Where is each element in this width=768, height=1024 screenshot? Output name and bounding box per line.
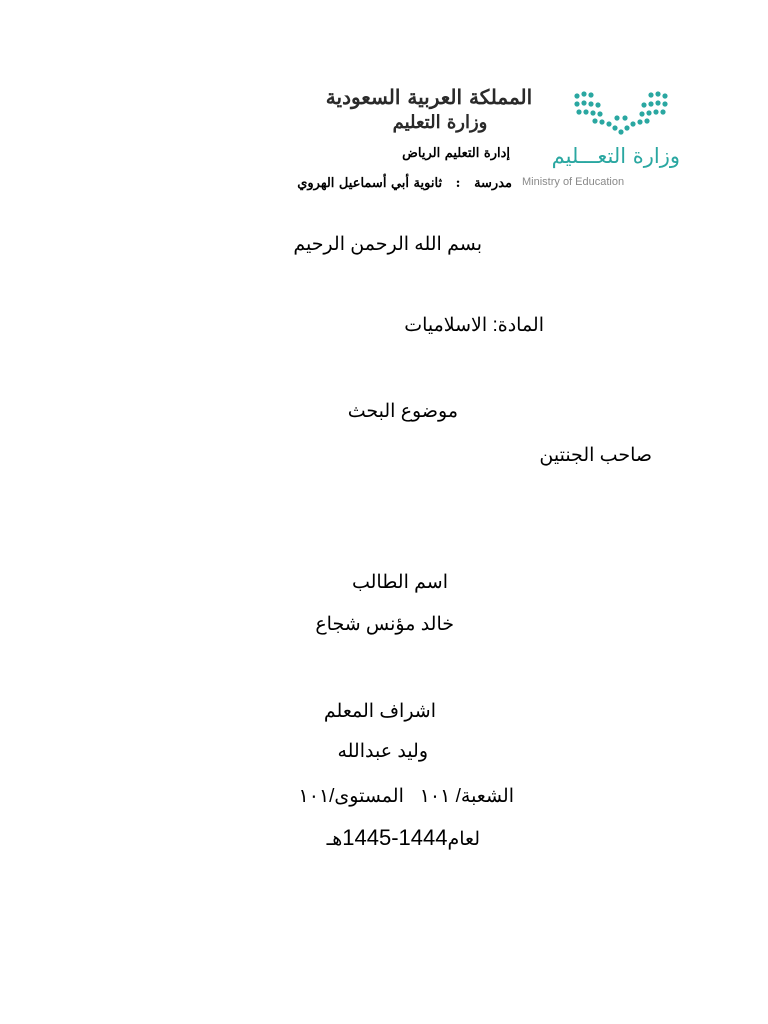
supervisor-name: وليد عبدالله <box>337 741 428 762</box>
research-title: صاحب الجنتين <box>539 445 652 466</box>
logo-dots-icon <box>571 88 675 138</box>
department-line <box>402 146 510 161</box>
logo-english-name: Ministry of Education <box>522 176 625 188</box>
logo-arabic-name: وزارة التعـــليم <box>551 144 680 168</box>
year-prefix: لعام <box>447 829 480 850</box>
student-label: اسم الطالب <box>351 572 448 593</box>
department-name: إدارة التعليم الرياض <box>402 146 510 161</box>
subject-line: المادة: الاسلاميات <box>404 315 544 336</box>
ministry-name: وزارة التعليم <box>392 112 488 133</box>
student-name: خالد مؤنس شجاع <box>315 614 454 635</box>
school-name: ثانوية أبي أسماعيل الهروي <box>297 176 443 191</box>
academic-year-line <box>327 825 480 851</box>
research-label: موضوع البحث <box>347 401 458 422</box>
school-separator: : <box>455 176 461 191</box>
year-suffix: هـ <box>326 829 343 850</box>
school-line <box>297 176 512 191</box>
ministry-of-education-logo <box>516 86 680 194</box>
supervisor-label: اشراف المعلم <box>323 701 436 722</box>
basmala: بسم الله الرحمن الرحيم <box>293 234 482 255</box>
school-label: مدرسة <box>474 176 512 191</box>
section-level-line: الشعبة/ ١٠١ المستوى/١٠١ <box>298 786 514 807</box>
year-range: 1444-1445 <box>342 825 448 850</box>
kingdom-name: المملكة العربية السعودية <box>325 85 533 109</box>
